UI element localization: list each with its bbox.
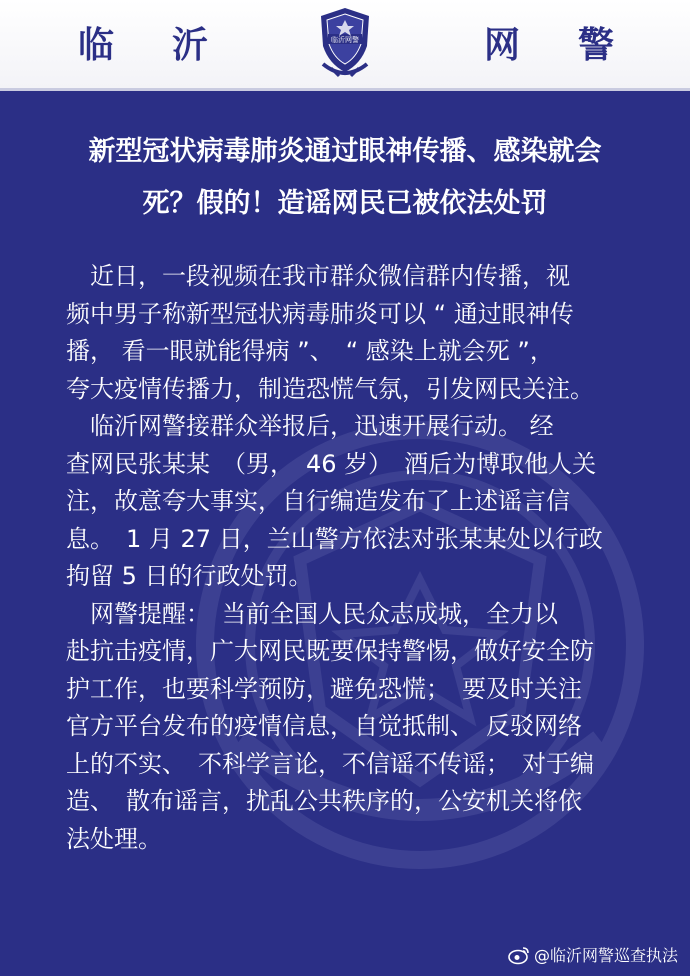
body-line: 临沂网警接群众举报后，迅速开展行动。 经 [66,412,554,440]
header-title-left: 临沂 [78,24,267,66]
body-line: 护工作，也要科学预防，避免恐慌； 要及时关注 [66,674,582,703]
header-bar [0,0,690,91]
headline [40,126,650,230]
body-line: 播， 看一眼就能得病 ”、 “ 感染上就会死 ”， [66,337,554,365]
weibo-account-name: @临沂网警巡查执法 [533,946,678,965]
body-line: 官方平台发布的疫情信息，自觉抵制、 反驳网络 [66,712,582,740]
body-line: 夸大疫情传播力，制造恐慌气氛，引发网民关注。 [66,374,594,403]
weibo-credit[interactable] [508,944,678,968]
body-line: 近日，一段视频在我市群众微信群内传播，视 [66,262,570,290]
weibo-icon [508,945,530,965]
article-body [66,258,646,858]
body-line: 拘留 5 日的行政处罚。 [66,562,313,590]
body-line: 查网民张某某 （男， 46 岁） 酒后为博取他人关 [66,449,597,478]
badge-label: 临沂网警 [331,36,359,44]
body-line: 网警提醒： 当前全国人民众志成城，全力以 [66,599,558,628]
header-title-right: 网警 [484,24,673,66]
body-line: 频中男子称新型冠状病毒肺炎可以 “ 通过眼神传 [66,299,574,328]
police-badge-icon [317,6,373,82]
body-line: 赴抗击疫情，广大网民既要保持警惕，做好安全防 [66,637,594,665]
headline-line: 新型冠状病毒肺炎通过眼神传播、感染就会 [88,136,602,167]
body-line: 注，故意夸大事实，自行编造发布了上述谣言信 [66,487,570,515]
body-line: 造、 散布谣言，扰乱公共秩序的，公安机关将依 [66,787,582,815]
body-line: 法处理。 [66,824,162,853]
body-line: 息。 1 月 27 日，兰山警方依法对张某某处以行政 [66,524,603,553]
headline-line: 死？假的！造谣网民已被依法处罚 [142,188,548,219]
body-line: 上的不实、 不科学言论，不信谣不传谣； 对于编 [66,749,594,778]
